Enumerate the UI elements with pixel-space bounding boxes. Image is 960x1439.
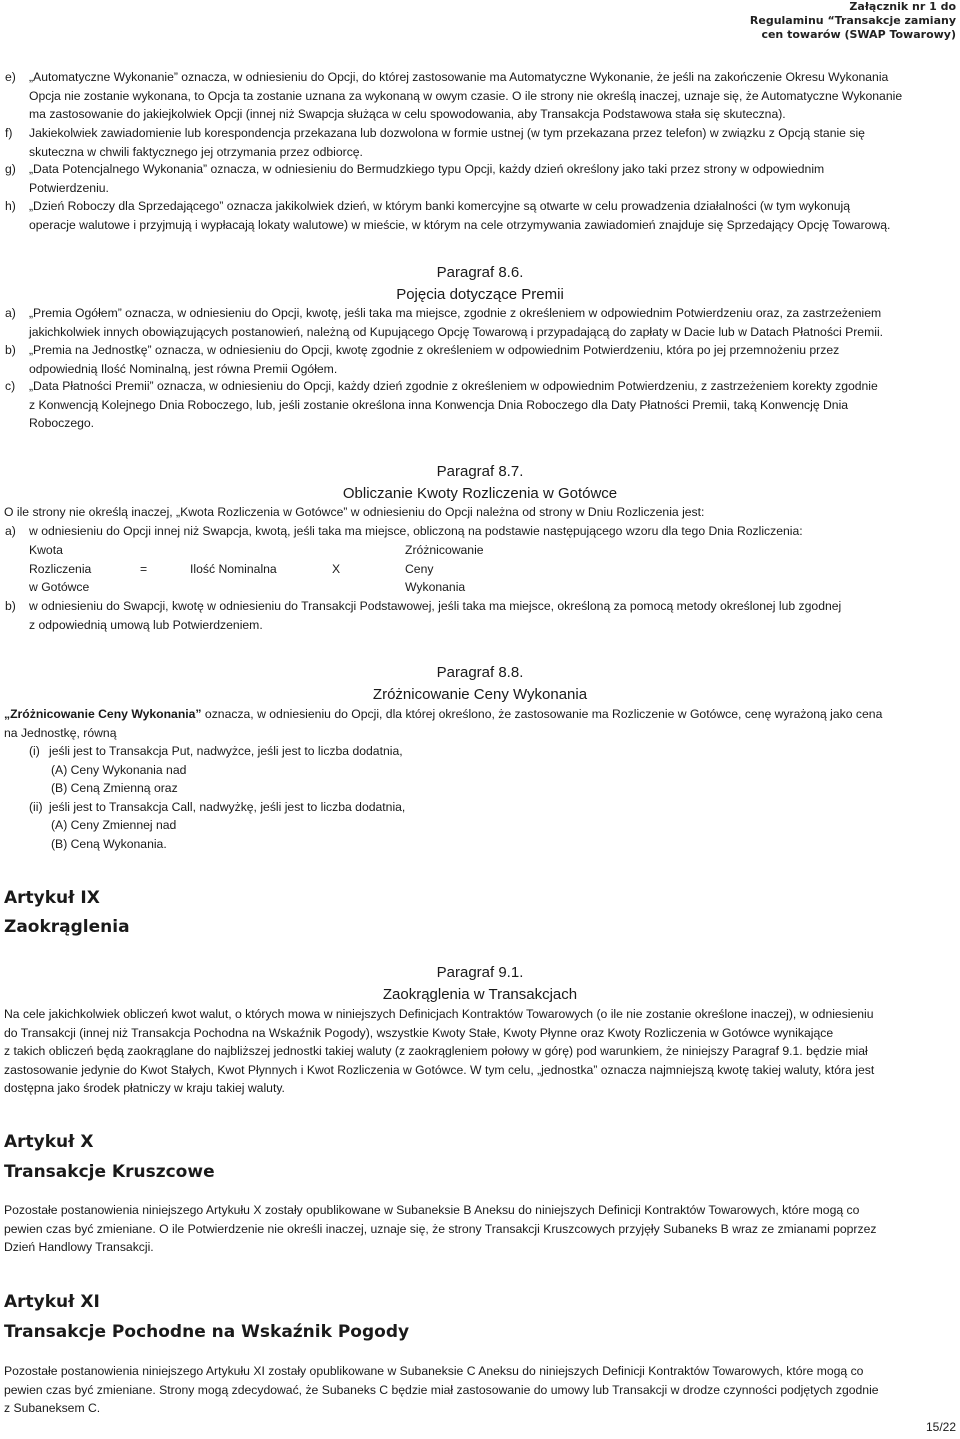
cash-settlement-item-a [5, 522, 952, 541]
text-line: z Konwencją Kolejnego Dnia Roboczego, lub, jeśli zostanie określona inna Konwencja Dnia Roboczego dla Daty Płatności Premii, taką Konwencję Dnia [29, 397, 849, 412]
cash-settlement-item-b [5, 597, 952, 634]
text-line: „Data Potencjalnego Wykonania” oznacza, w odniesieniu do Bermudzkiego typu Opcji, każdy dzień określony jako taki przez strony w odpowiednim [29, 162, 825, 176]
header-line-1: Załącznik nr 1 do [849, 0, 956, 13]
formula-equals: = [140, 562, 148, 576]
text-line: operacje walutowe i przyjmują i wypłacają lokaty walutowe) w mieście, w którym na cele otrzymywania zawiadomień znajduje się Sprzedający Opcję Towarową. [29, 217, 891, 232]
definition-g [5, 160, 952, 197]
defined-term: „Zróżnicowanie Ceny Wykonania” [4, 707, 202, 721]
text-line: z odpowiednią umową lub Potwierdzeniem. [29, 617, 263, 632]
weather-derivatives-paragraph [4, 1362, 952, 1418]
text-line: z takich obliczeń będą zaokrąglane do najbliższej jednostki takiej waluty (z zaokrągleniem połowy w górę) pod warunkiem, że niniejszy Paragraf 9.1. będzie miał [4, 1044, 868, 1059]
text-line: do Transakcji (innej niż Transakcja Pochodna na Wskaźnik Pogody), wszystkie Kwoty Stałe, Kwoty Płynne oraz Kwoty Rozliczenia w Gotówce wynikające [4, 1025, 834, 1040]
item-label: g) [5, 162, 16, 176]
paragraph-title: Pojęcia dotyczące Premii [396, 286, 564, 303]
text-line: w odniesieniu do Swapcji, kwotę w odniesieniu do Transakcji Podstawowej, jeśli taka ma miejsce, określoną za pomocą metody określonej lub zgodnej [29, 599, 842, 613]
text-line: na Jednostkę, równą [4, 725, 117, 740]
text-line: Opcja nie zostanie wykonana, to Opcja ta zostanie uznana za wykonaną w owym czasie. O ile strony nie określą inaczej, uznaje się, że Automatyczne Wykonanie [29, 88, 903, 103]
definition-e [5, 68, 952, 124]
formula-nominal-quantity: Ilość Nominalna [190, 562, 277, 576]
formula-left-line: Rozliczenia [29, 562, 92, 576]
text-line: pewien czas być zmieniane. O ile Potwierdzenie nie określi inaczej, uznaje się, że strony Transakcji Kruszcowych przyjęły Subaneks B wraz ze zmianami poprzez [4, 1221, 877, 1236]
header-line-3: cen towarów (SWAP Towarowy) [761, 28, 956, 41]
paragraph-title: Zaokrąglenia w Transakcjach [382, 986, 578, 1003]
sub-item-label: (ii) [29, 800, 43, 814]
premium-item-c [5, 377, 952, 433]
premium-item-b [5, 341, 952, 378]
definition-f [5, 124, 952, 161]
strike-price-differential-definition [4, 705, 952, 742]
sub-sub-item: (B) Ceną Zmienną oraz [51, 781, 178, 795]
text-line: Na cele jakichkolwiek obliczeń kwot walut, o których mowa w niniejszych Definicjach Kontraktów Towarowych (o ile nie zostanie określone inaczej), w odniesieniu [4, 1007, 874, 1021]
item-label: e) [5, 70, 16, 84]
article-title: Transakcje Kruszcowe [4, 1162, 215, 1182]
formula-right-line: Wykonania [405, 580, 466, 594]
text-line: „Premia na Jednostkę” oznacza, w odniesieniu do Opcji, kwotę zgodnie z określeniem w odpowiednim Potwierdzeniu, która po jej przemnożeniu przez [29, 343, 840, 357]
text-line: skuteczna w chwili faktycznego jej otrzymania przez odbiorcę. [29, 144, 363, 159]
text-line: Potwierdzeniu. [29, 180, 109, 195]
item-label: f) [5, 126, 13, 140]
text-line: Pozostałe postanowienia niniejszego Artykułu X zostały opublikowane w Subaneksie B Aneksu do niniejszych Definicji Kontraktów Towarowych, które mogą co [4, 1203, 860, 1217]
sub-sub-item: (A) Ceny Zmiennej nad [51, 818, 177, 832]
formula-left-line: w Gotówce [29, 580, 90, 594]
item-label: a) [5, 524, 16, 538]
text-line: z Subaneksem C. [4, 1401, 101, 1416]
article-title: Zaokrąglenia [4, 917, 130, 937]
sub-item-label: (i) [29, 744, 40, 758]
definition-h [5, 197, 952, 234]
text-line: Roboczego. [29, 416, 95, 431]
sub-item-text: jeśli jest to Transakcja Put, nadwyżce, jeśli jest to liczba dodatnia, [49, 744, 403, 758]
text-line: „Premia Ogółem” oznacza, w odniesieniu do Opcji, kwotę, jeśli taka ma miejsce, zgodnie z określeniem w odpowiednim Potwierdzeniu oraz, za zastrzeżeniem [29, 306, 882, 320]
text-line: dostępna jako środek płatniczy w kraju takiej waluty. [4, 1081, 285, 1096]
bullion-paragraph [4, 1201, 952, 1257]
item-label: b) [5, 343, 16, 357]
text-line: jakichkolwiek innych obowiązujących postanowień, należną od Kupującego Opcję Towarową i przypadającą do zapłaty w Dacie lub w Datach Płatności Premii. [29, 324, 884, 339]
paragraph-title: Obliczanie Kwoty Rozliczenia w Gotówce [342, 485, 618, 502]
item-label: c) [5, 379, 16, 393]
item-label: b) [5, 599, 16, 613]
sub-item-text: jeśli jest to Transakcja Call, nadwyżkę, jeśli jest to liczba dodatnia, [49, 800, 406, 814]
text-line: odpowiednią Ilość Nominalną, jest równa Premii Ogółem. [29, 361, 338, 376]
article-heading: Artykuł XI [4, 1292, 100, 1312]
sub-sub-item: (B) Ceną Wykonania. [51, 837, 167, 851]
sub-sub-item: (A) Ceny Wykonania nad [51, 763, 187, 777]
article-heading: Artykuł IX [4, 888, 100, 908]
text-line [4, 705, 952, 724]
formula-right-line: Zróżnicowanie [405, 543, 484, 557]
document-header [750, 0, 956, 42]
paragraph-number: Paragraf 8.7. [436, 463, 524, 480]
paragraph-title: Zróżnicowanie Ceny Wykonania [372, 686, 588, 703]
text-line: ma zastosowanie do jakiejkolwiek Opcji (innej niż Swapcja służąca w celu spowodowania, aby Transakcja Podstawowa stała się skuteczna). [29, 107, 786, 122]
text-line: Jakiekolwiek zawiadomienie lub korespondencja przekazana lub dozwolona w formie ustnej (w tym przekazana przez telefon) w związku z Opcją stanie się [29, 126, 865, 140]
item-label: a) [5, 306, 16, 320]
text-line: w odniesieniu do Opcji innej niż Swapcja, kwotą, jeśli taka ma miejsce, obliczoną na podstawie następującego wzoru dla tego Dnia Rozliczenia: [29, 524, 803, 538]
premium-item-a [5, 304, 952, 341]
formula-times: X [332, 562, 341, 576]
text-line: Pozostałe postanowienia niniejszego Artykułu XI zostały opublikowane w Subaneksie C Aneksu do niniejszych Definicji Kontraktów Towarowych, które mogą co [4, 1364, 864, 1378]
formula-left-line: Kwota [29, 543, 63, 557]
text-line: Dzień Handlowy Transakcji. [4, 1240, 154, 1255]
text-line: „Dzień Roboczy dla Sprzedającego” oznacza jakikolwiek dzień, w którym banki komercyjne są otwarte w celu prowadzenia działalności (w tym wykonują [29, 199, 850, 213]
item-label: h) [5, 199, 16, 213]
header-line-2: Regulaminu “Transakcje zamiany [749, 14, 956, 27]
text-line: pewien czas być zmieniane. Strony mogą zdecydować, że Subaneks C będzie miał zastosowanie do umowy lub Transakcji w drodze czynności podjętych zgodnie [4, 1382, 879, 1397]
page-number: 15/22 [925, 1420, 956, 1435]
paragraph-number: Paragraf 8.8. [436, 664, 524, 681]
paragraph-number: Paragraf 9.1. [436, 964, 524, 981]
paragraph-number: Paragraf 8.6. [436, 264, 524, 281]
text-line: „Data Płatności Premii” oznacza, w odniesieniu do Opcji, każdy dzień zgodnie z określeniem w odpowiednim Potwierdzeniu, z zastrzeżeniem korekty zgodnie [29, 379, 878, 393]
definition-text: oznacza, w odniesieniu do Opcji, dla której określono, że zastosowanie ma Rozliczenie w Gotówce, cenę wyrażoną jako cena [201, 707, 883, 721]
formula-right-line: Ceny [405, 562, 434, 576]
rounding-paragraph [4, 1005, 952, 1098]
article-title: Transakcje Pochodne na Wskaźnik Pogody [4, 1322, 410, 1342]
article-heading: Artykuł X [4, 1132, 94, 1152]
text-line: „Automatyczne Wykonanie” oznacza, w odniesieniu do Opcji, do której zastosowanie ma Automatyczne Wykonanie, że jeśli na zakończenie Okresu Wykonania [29, 70, 889, 84]
text-line: zastosowanie jedynie do Kwot Stałych, Kwot Płynnych i Kwot Rozliczenia w Gotówce. W tym celu, „jednostka” oznacza najmniejszą kwotę takiej waluty, która jest [4, 1062, 875, 1077]
cash-settlement-intro: O ile strony nie określą inaczej, „Kwota Rozliczenia w Gotówce” w odniesieniu do Opcji należna od strony w Dniu Rozliczenia jest: [4, 505, 705, 519]
